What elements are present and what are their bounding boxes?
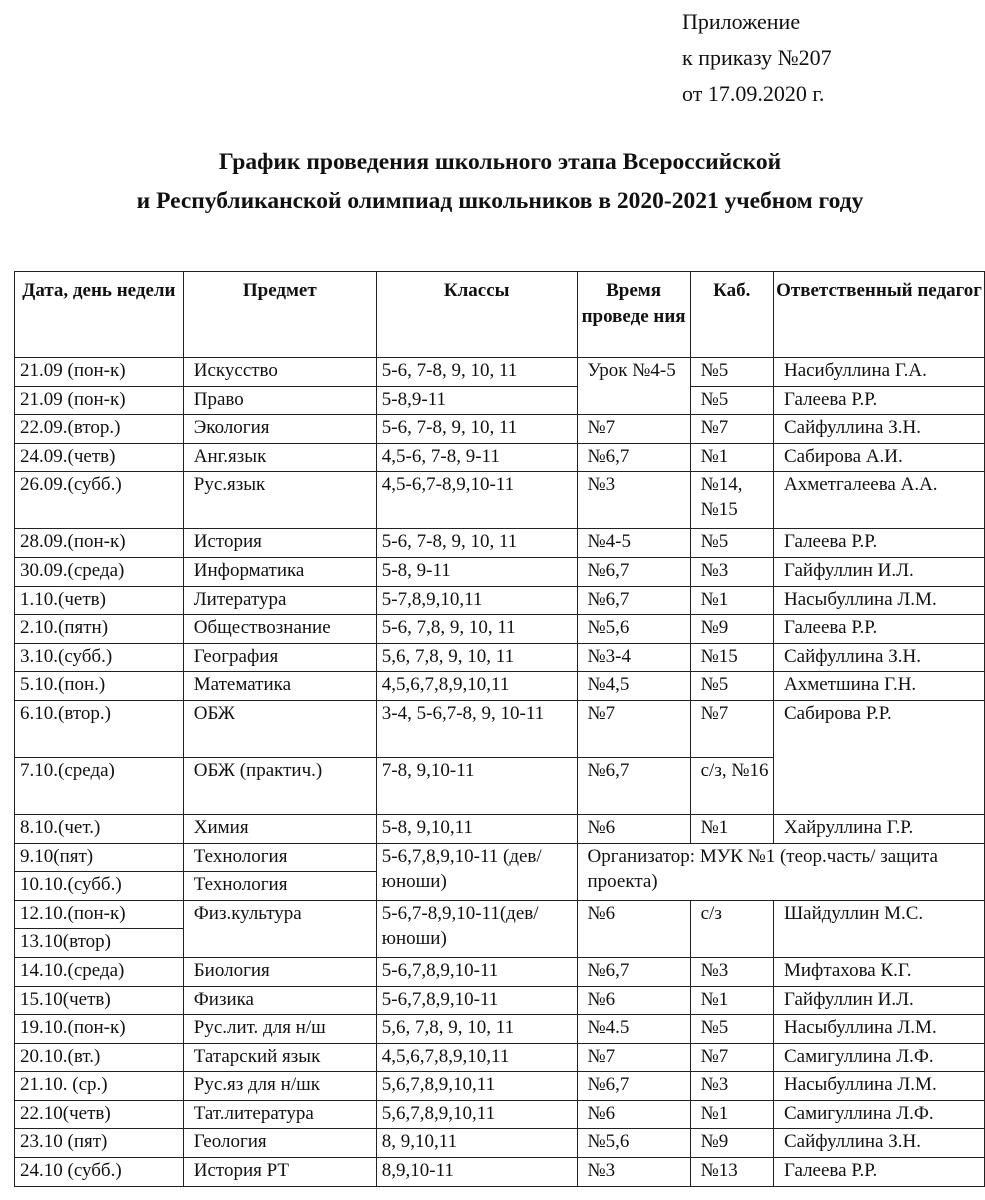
cell-classes: 5-6,7-8,9,10-11(дев/юноши) — [376, 900, 577, 957]
table-row — [15, 700, 985, 757]
cell-subject: Право — [183, 386, 376, 415]
table-row — [15, 386, 985, 415]
cell-subject: История — [183, 529, 376, 558]
table-row — [15, 814, 985, 843]
cell-classes: 5-8, 9,10,11 — [376, 814, 577, 843]
table-row — [15, 1043, 985, 1072]
cell-room: №14, №15 — [690, 472, 773, 529]
cell-time: №4-5 — [577, 529, 690, 558]
cell-classes: 5-6,7,8,9,10-11 (дев/юноши) — [376, 843, 577, 900]
table-row — [15, 472, 985, 529]
cell-date: 20.10.(вт.) — [15, 1043, 184, 1072]
cell-subject: Химия — [183, 814, 376, 843]
cell-classes: 5-6,7,8,9,10-11 — [376, 986, 577, 1015]
cell-classes: 5,6, 7,8, 9, 10, 11 — [376, 1015, 577, 1044]
cell-subject: Технология — [183, 872, 376, 901]
cell-teacher: Насыбуллина Л.М. — [773, 586, 984, 615]
cell-teacher: Сайфуллина З.Н. — [773, 415, 984, 444]
cell-classes: 5-7,8,9,10,11 — [376, 586, 577, 615]
cell-classes: 3-4, 5-6,7-8, 9, 10-11 — [376, 700, 577, 757]
cell-date: 24.09.(четв) — [15, 443, 184, 472]
cell-classes: 4,5,6,7,8,9,10,11 — [376, 672, 577, 701]
cell-date: 7.10.(среда) — [15, 757, 184, 814]
cell-teacher: Ахметшина Г.Н. — [773, 672, 984, 701]
cell-room: №13 — [690, 1158, 773, 1187]
cell-teacher: Галеева Р.Р. — [773, 615, 984, 644]
cell-classes: 5-6, 7-8, 9, 10, 11 — [376, 529, 577, 558]
cell-subject: Физика — [183, 986, 376, 1015]
cell-subject: Рус.лит. для н/ш — [183, 1015, 376, 1044]
cell-room: №3 — [690, 557, 773, 586]
cell-teacher: Мифтахова К.Г. — [773, 957, 984, 986]
table-row — [15, 443, 985, 472]
cell-classes: 7-8, 9,10-11 — [376, 757, 577, 814]
cell-classes: 5-6, 7,8, 9, 10, 11 — [376, 615, 577, 644]
cell-date: 30.09.(среда) — [15, 557, 184, 586]
cell-room: №1 — [690, 986, 773, 1015]
cell-time: №6 — [577, 900, 690, 957]
cell-date: 6.10.(втор.) — [15, 700, 184, 757]
cell-subject: Информатика — [183, 557, 376, 586]
cell-date: 9.10(пят) — [15, 843, 184, 872]
header-subject: Предмет — [183, 272, 376, 358]
title-line-2: и Республиканской олимпиад школьников в 2020-2021 учебном году — [136, 188, 864, 214]
cell-teacher: Насибуллина Г.А. — [773, 358, 984, 387]
table-row — [15, 900, 985, 929]
cell-time: №5,6 — [577, 615, 690, 644]
cell-classes: 5-8, 9-11 — [376, 557, 577, 586]
cell-classes: 5-6, 7-8, 9, 10, 11 — [376, 358, 577, 387]
cell-teacher: Галеева Р.Р. — [773, 529, 984, 558]
table-row — [15, 957, 985, 986]
cell-time: №6 — [577, 814, 690, 843]
document-title — [0, 143, 985, 221]
cell-time: №4.5 — [577, 1015, 690, 1044]
cell-date: 14.10.(среда) — [15, 957, 184, 986]
table-row — [15, 557, 985, 586]
table-row — [15, 643, 985, 672]
cell-date: 2.10.(пятн) — [15, 615, 184, 644]
table-row — [15, 1015, 985, 1044]
table-row — [15, 672, 985, 701]
cell-date: 15.10(четв) — [15, 986, 184, 1015]
cell-classes: 5-8,9-11 — [376, 386, 577, 415]
cell-date: 22.10(четв) — [15, 1100, 184, 1129]
cell-room: №9 — [690, 615, 773, 644]
cell-time: №6,7 — [577, 957, 690, 986]
cell-subject: Искусство — [183, 358, 376, 387]
cell-date: 24.10 (субб.) — [15, 1158, 184, 1187]
cell-date: 28.09.(пон-к) — [15, 529, 184, 558]
cell-teacher: Хайруллина Г.Р. — [773, 814, 984, 843]
cell-date: 13.10(втор) — [15, 929, 184, 958]
cell-subject: ОБЖ (практич.) — [183, 757, 376, 814]
table-row — [15, 1072, 985, 1101]
cell-room: №7 — [690, 415, 773, 444]
cell-teacher: Сайфуллина З.Н. — [773, 1129, 984, 1158]
cell-organizer: Организатор: МУК №1 (теор.часть/ защита проекта) — [577, 843, 984, 900]
cell-subject: Татарский язык — [183, 1043, 376, 1072]
cell-date: 21.10. (ср.) — [15, 1072, 184, 1101]
cell-time: №6,7 — [577, 1072, 690, 1101]
cell-subject: Экология — [183, 415, 376, 444]
cell-teacher: Ахметгалеева А.А. — [773, 472, 984, 529]
cell-room: №3 — [690, 1072, 773, 1101]
cell-time: Урок №4-5 — [577, 358, 690, 415]
appendix-line-2: к приказу №207 — [682, 45, 832, 70]
cell-date: 21.09 (пон-к) — [15, 358, 184, 387]
cell-time: №7 — [577, 415, 690, 444]
cell-classes: 5,6, 7,8, 9, 10, 11 — [376, 643, 577, 672]
table-row — [15, 415, 985, 444]
cell-room: №7 — [690, 700, 773, 757]
cell-time: №6 — [577, 1100, 690, 1129]
table-row — [15, 358, 985, 387]
cell-subject: Биология — [183, 957, 376, 986]
cell-teacher: Сабирова Р.Р. — [773, 700, 984, 814]
cell-time: №6,7 — [577, 757, 690, 814]
cell-time: №5,6 — [577, 1129, 690, 1158]
cell-classes: 8, 9,10,11 — [376, 1129, 577, 1158]
cell-subject: География — [183, 643, 376, 672]
cell-time: №6,7 — [577, 557, 690, 586]
cell-room: №3 — [690, 957, 773, 986]
cell-teacher: Галеева Р.Р. — [773, 1158, 984, 1187]
cell-room: №5 — [690, 358, 773, 387]
cell-room: №9 — [690, 1129, 773, 1158]
cell-teacher: Гайфуллин И.Л. — [773, 986, 984, 1015]
cell-date: 21.09 (пон-к) — [15, 386, 184, 415]
cell-room: №1 — [690, 443, 773, 472]
appendix-block — [682, 4, 832, 112]
cell-room: с/з — [690, 900, 773, 957]
cell-time: №7 — [577, 700, 690, 757]
table-row — [15, 615, 985, 644]
cell-room: №5 — [690, 672, 773, 701]
cell-room: №7 — [690, 1043, 773, 1072]
cell-time: №6,7 — [577, 586, 690, 615]
table-header-row — [15, 272, 985, 358]
cell-date: 22.09.(втор.) — [15, 415, 184, 444]
cell-teacher: Шайдуллин М.С. — [773, 900, 984, 957]
cell-room: с/з, №16 — [690, 757, 773, 814]
cell-teacher: Гайфуллин И.Л. — [773, 557, 984, 586]
header-room: Каб. — [690, 272, 773, 358]
cell-subject: Геология — [183, 1129, 376, 1158]
cell-room: №1 — [690, 586, 773, 615]
cell-time: №3-4 — [577, 643, 690, 672]
cell-classes: 5,6,7,8,9,10,11 — [376, 1072, 577, 1101]
cell-date: 12.10.(пон-к) — [15, 900, 184, 929]
cell-classes: 5-6, 7-8, 9, 10, 11 — [376, 415, 577, 444]
table-row — [15, 529, 985, 558]
cell-date: 23.10 (пят) — [15, 1129, 184, 1158]
cell-date: 5.10.(пон.) — [15, 672, 184, 701]
cell-subject: Анг.язык — [183, 443, 376, 472]
table-row — [15, 1129, 985, 1158]
schedule-table — [14, 271, 985, 1187]
cell-date: 10.10.(субб.) — [15, 872, 184, 901]
cell-time: №3 — [577, 1158, 690, 1187]
cell-classes: 4,5,6,7,8,9,10,11 — [376, 1043, 577, 1072]
cell-classes: 4,5-6, 7-8, 9-11 — [376, 443, 577, 472]
table-row — [15, 843, 985, 872]
cell-room: №5 — [690, 529, 773, 558]
cell-subject: Физ.культура — [183, 900, 376, 957]
cell-room: №5 — [690, 1015, 773, 1044]
cell-teacher: Сабирова А.И. — [773, 443, 984, 472]
cell-teacher: Самигуллина Л.Ф. — [773, 1100, 984, 1129]
cell-classes: 5,6,7,8,9,10,11 — [376, 1100, 577, 1129]
cell-subject: Технология — [183, 843, 376, 872]
cell-time: №7 — [577, 1043, 690, 1072]
title-line-1: График проведения школьного этапа Всероссийской — [218, 149, 782, 175]
cell-classes: 8,9,10-11 — [376, 1158, 577, 1187]
header-teacher: Ответственный педагог — [773, 272, 984, 358]
cell-teacher: Самигуллина Л.Ф. — [773, 1043, 984, 1072]
cell-room: №1 — [690, 1100, 773, 1129]
cell-subject: Литература — [183, 586, 376, 615]
cell-date: 3.10.(субб.) — [15, 643, 184, 672]
cell-teacher: Насыбуллина Л.М. — [773, 1015, 984, 1044]
cell-subject: ОБЖ — [183, 700, 376, 757]
table-row — [15, 986, 985, 1015]
table-row — [15, 1100, 985, 1129]
cell-time: №4,5 — [577, 672, 690, 701]
header-classes: Классы — [376, 272, 577, 358]
cell-teacher: Галеева Р.Р. — [773, 386, 984, 415]
cell-room: №1 — [690, 814, 773, 843]
header-time: Время проведе ния — [577, 272, 690, 358]
cell-date: 26.09.(субб.) — [15, 472, 184, 529]
cell-date: 19.10.(пон-к) — [15, 1015, 184, 1044]
appendix-line-3: от 17.09.2020 г. — [682, 81, 825, 106]
cell-subject: Рус.яз для н/шк — [183, 1072, 376, 1101]
cell-subject: Математика — [183, 672, 376, 701]
cell-date: 1.10.(четв) — [15, 586, 184, 615]
cell-time: №6,7 — [577, 443, 690, 472]
cell-classes: 5-6,7,8,9,10-11 — [376, 957, 577, 986]
cell-subject: Обществознание — [183, 615, 376, 644]
cell-subject: Тат.литература — [183, 1100, 376, 1129]
cell-time: №3 — [577, 472, 690, 529]
header-date: Дата, день недели — [15, 272, 184, 358]
cell-room: №5 — [690, 386, 773, 415]
cell-subject: История РТ — [183, 1158, 376, 1187]
cell-classes: 4,5-6,7-8,9,10-11 — [376, 472, 577, 529]
cell-room: №15 — [690, 643, 773, 672]
cell-teacher: Насыбуллина Л.М. — [773, 1072, 984, 1101]
table-row — [15, 586, 985, 615]
cell-time: №6 — [577, 986, 690, 1015]
table-row — [15, 1158, 985, 1187]
appendix-line-1: Приложение — [682, 9, 801, 34]
cell-subject: Рус.язык — [183, 472, 376, 529]
cell-teacher: Сайфуллина З.Н. — [773, 643, 984, 672]
cell-date: 8.10.(чет.) — [15, 814, 184, 843]
